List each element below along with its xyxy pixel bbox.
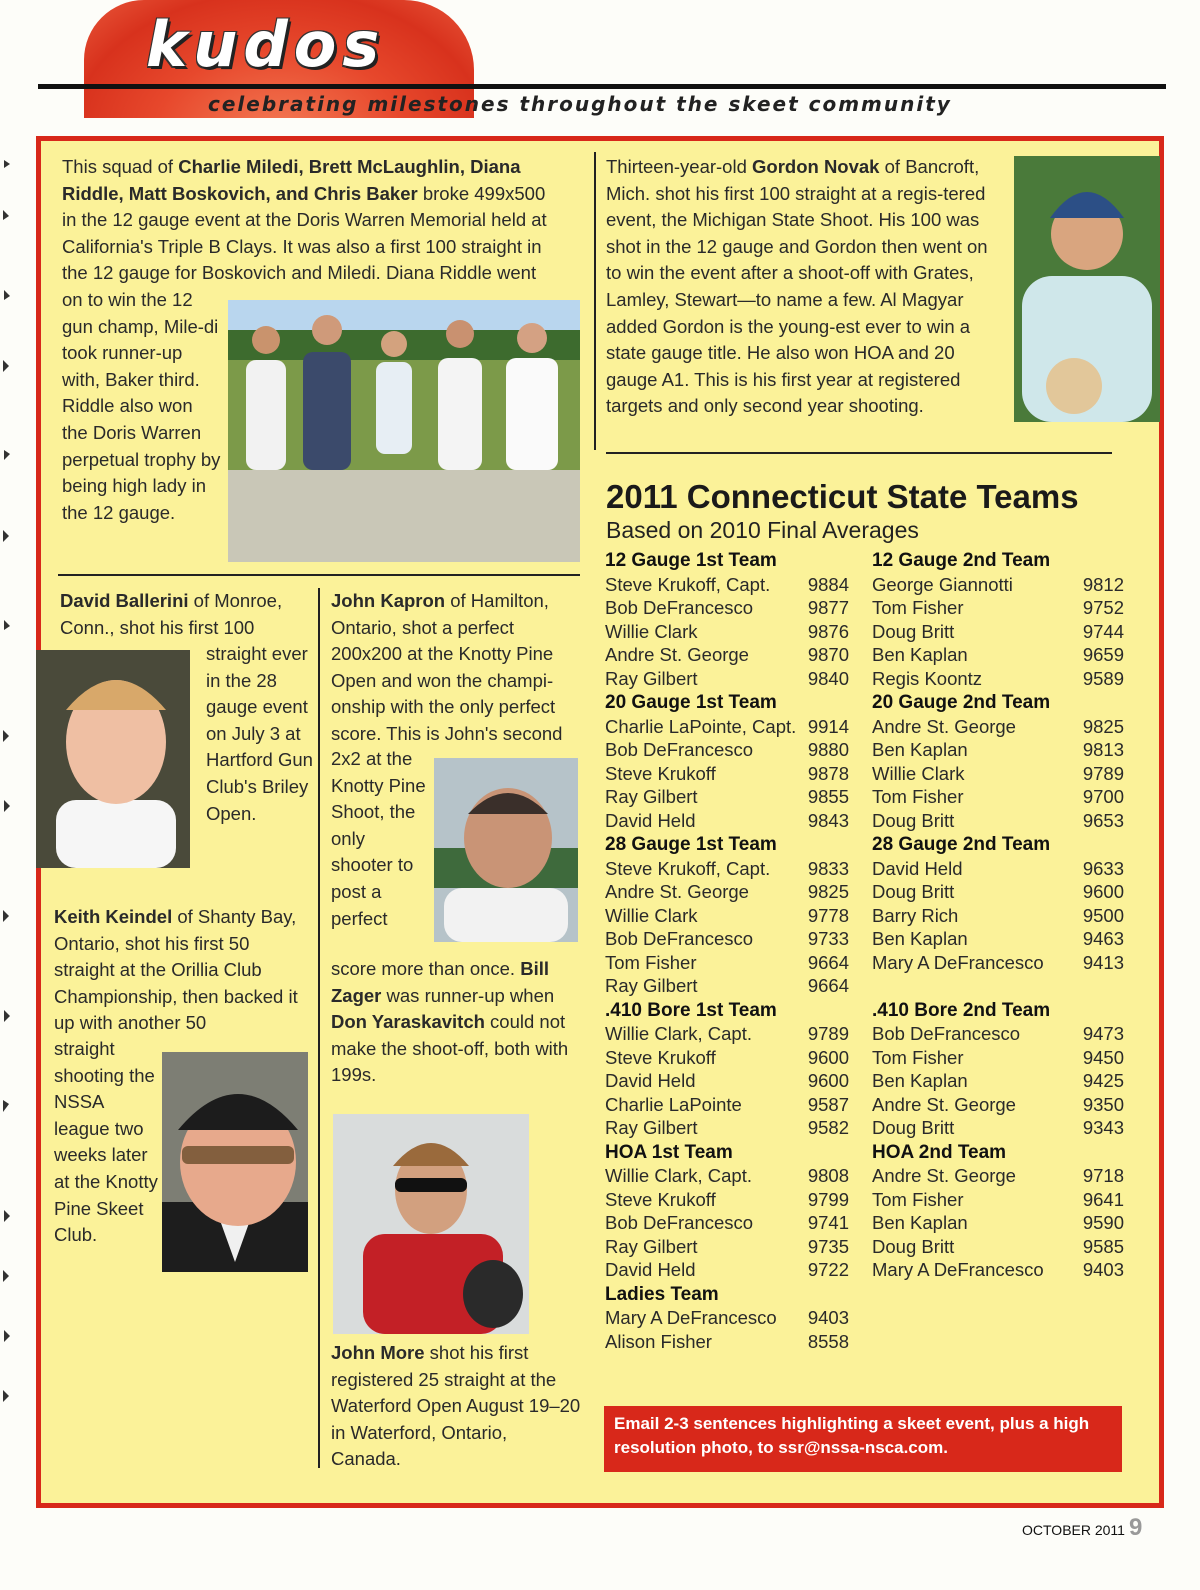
article-kapron-text: John Kapron of Hamilton, Ontario, shot a perfect 200x200 at the Knotty Pine Open and won the champi-onship with the only perfect score. This is John's second: [331, 590, 563, 744]
team-heading: 20 Gauge 1st Team: [605, 692, 777, 713]
team-member-row: [872, 738, 1124, 762]
teams-column-left: [605, 548, 849, 1353]
member-average: 9450: [1082, 1046, 1124, 1068]
member-name: Ben Kaplan: [872, 644, 968, 665]
member-average: 9722: [807, 1259, 849, 1280]
member-name: Mary A DeFrancesco: [872, 1259, 1044, 1280]
team-member-row: [872, 1116, 1124, 1140]
team-heading: .410 Bore 1st Team: [605, 999, 777, 1021]
team-member-row: [605, 715, 849, 739]
member-average: 9600: [1082, 881, 1124, 902]
member-name: Barry Rich: [872, 904, 959, 926]
member-average: 9582: [807, 1117, 849, 1138]
member-name: Ben Kaplan: [872, 739, 968, 760]
member-name: Ray Gilbert: [605, 975, 698, 996]
member-name: David Held: [605, 1070, 696, 1091]
member-average: 9914: [807, 715, 849, 737]
team-member-row: [872, 1258, 1124, 1282]
member-name: Doug Britt: [872, 1117, 955, 1138]
member-average: 9752: [1082, 597, 1124, 618]
member-average: 9718: [1082, 1165, 1124, 1186]
member-name: David Held: [605, 809, 696, 831]
member-average: 9744: [1082, 620, 1124, 642]
article-novak: [606, 154, 1008, 420]
member-name: Bob DeFrancesco: [605, 928, 754, 949]
team-member-row: [605, 1116, 849, 1140]
team-member-row: [872, 785, 1124, 809]
member-name: Steve Krukoff: [605, 1188, 716, 1210]
member-name: Willie Clark: [872, 762, 965, 784]
article-kapron-continued: [331, 956, 581, 1089]
team-member-row: [872, 974, 1124, 998]
team-member-row: [872, 927, 1124, 951]
member-name: Ben Kaplan: [872, 928, 968, 949]
member-average: 9463: [1082, 928, 1124, 949]
team-member-row: [872, 596, 1124, 620]
member-name: Steve Krukoff: [605, 1046, 716, 1068]
member-name: Willie Clark: [605, 904, 698, 926]
member-average: 9590: [1082, 1212, 1124, 1233]
member-name: Regis Koontz: [872, 667, 983, 689]
member-average: 9880: [807, 739, 849, 760]
article-squad: [62, 154, 560, 287]
team-heading: Ladies Team: [605, 1283, 719, 1305]
member-name: Doug Britt: [872, 620, 955, 642]
team-member-row: [872, 1046, 1124, 1070]
teams-column-right: [872, 548, 1124, 1282]
member-name: Steve Krukoff: [605, 762, 716, 784]
member-average: 9664: [807, 951, 849, 973]
team-member-row: [872, 880, 1124, 904]
member-name: George Giannotti: [872, 573, 1013, 595]
member-name: David Held: [872, 857, 963, 879]
member-average: 9843: [807, 809, 849, 831]
team-member-row: [605, 809, 849, 833]
member-average: 9789: [807, 1023, 849, 1044]
member-name: Willie Clark, Capt.: [605, 1165, 752, 1186]
article-more: [331, 1340, 581, 1473]
member-average: 9778: [807, 904, 849, 926]
team-member-row: [605, 904, 849, 928]
team-member-row: [872, 1188, 1124, 1212]
team-member-row: [605, 1258, 849, 1282]
member-name: Tom Fisher: [872, 786, 964, 807]
member-average: 9585: [1082, 1235, 1124, 1257]
squad-photo: [228, 300, 580, 562]
team-member-row: [605, 1046, 849, 1070]
page-number: 9: [1128, 1514, 1143, 1541]
team-member-row: [605, 643, 849, 667]
team-heading: HOA 1st Team: [605, 1141, 733, 1163]
keindel-photo: [162, 1052, 308, 1272]
team-member-row: [872, 667, 1124, 691]
team-member-row: [872, 620, 1124, 644]
team-member-row: [872, 643, 1124, 667]
article-kapron-side: [331, 746, 431, 932]
team-member-row: [872, 1069, 1124, 1093]
member-name: Doug Britt: [872, 809, 955, 831]
team-member-row: [605, 927, 849, 951]
team-member-row: [872, 1022, 1124, 1046]
section-rule: [58, 574, 580, 576]
column-divider: [594, 152, 596, 450]
article-kapron-cont-text: score more than once. Bill Zager was runner-up when Don Yaraskavitch could not make the shoot-off, both with 199s.: [331, 958, 569, 1086]
article-novak-text: Thirteen-year-old Gordon Novak of Bancroft, Mich. shot his first 100 straight at a regis-tered event, the Michigan State Shoot. His 100 was shot in the 12 gauge and Gordon then went on to win the event after a shoot-off with Grates, Lamley, Stewart—to name a few. Al Magyar added Gordon is the young-est ever to win a state gauge title. He also won HOA and 20 gauge A1. This is his first year at registered targets and only second year shooting.: [606, 156, 988, 417]
team-member-row: [872, 857, 1124, 881]
member-average: 9878: [807, 762, 849, 784]
member-average: 9789: [1082, 762, 1124, 784]
team-heading: 28 Gauge 1st Team: [605, 834, 777, 855]
team-member-row: [872, 809, 1124, 833]
member-average: 9413: [1082, 951, 1124, 973]
member-average: 9425: [1082, 1070, 1124, 1091]
member-name: Andre St. George: [872, 1165, 1016, 1186]
member-average: 9813: [1082, 739, 1124, 760]
member-name: Ray Gilbert: [605, 786, 698, 807]
team-member-row: [605, 1164, 849, 1188]
teams-title: 2011 Connecticut State Teams: [606, 478, 1079, 515]
article-more-text: John More shot his first registered 25 straight at the Waterford Open August 19–20 in Waterford, Ontario, Canada.: [331, 1342, 581, 1470]
team-heading: HOA 2nd Team: [872, 1141, 1007, 1163]
section-title: kudos: [146, 8, 386, 81]
team-member-row: [605, 1022, 849, 1046]
page-edge-marks: [0, 150, 14, 1450]
member-name: Bob DeFrancesco: [605, 1212, 754, 1233]
team-member-row: [872, 1164, 1124, 1188]
team-member-row: [605, 573, 849, 597]
article-ballerini-side: [206, 641, 316, 827]
member-name: Charlie LaPointe: [605, 1093, 742, 1115]
email-note: Email 2-3 sentences highlighting a skeet event, plus a high resolution photo, to ssr@nssa-nsca.com.: [604, 1406, 1122, 1472]
issue-date: OCTOBER 2011: [1022, 1522, 1125, 1538]
member-average: 9825: [1082, 715, 1124, 737]
member-average: 9825: [807, 881, 849, 902]
member-average: 9664: [807, 975, 849, 996]
team-member-row: [605, 1211, 849, 1235]
member-average: 9840: [807, 667, 849, 689]
article-keindel: [54, 904, 310, 1037]
member-name: Steve Krukoff, Capt.: [605, 573, 771, 595]
member-average: 9600: [807, 1070, 849, 1091]
member-name: Bob DeFrancesco: [872, 1023, 1021, 1044]
member-name: Tom Fisher: [872, 1046, 964, 1068]
team-member-row: [872, 715, 1124, 739]
member-average: 9343: [1082, 1117, 1124, 1138]
novak-photo: [1014, 156, 1160, 422]
member-name: [872, 974, 877, 998]
article-ballerini-side-text: straight ever in the 28 gauge event on July 3 at Hartford Gun Club's Briley Open.: [206, 643, 313, 824]
team-heading: 20 Gauge 2nd Team: [872, 692, 1051, 713]
team-member-row: [605, 857, 849, 881]
member-name: Alison Fisher: [605, 1330, 712, 1352]
member-name: Mary A DeFrancesco: [605, 1307, 777, 1328]
member-average: 9589: [1082, 667, 1124, 689]
member-name: Doug Britt: [872, 881, 955, 902]
member-average: 9870: [807, 644, 849, 665]
team-heading: 12 Gauge 1st Team: [605, 550, 777, 571]
team-member-row: [605, 1306, 849, 1330]
member-name: Doug Britt: [872, 1235, 955, 1257]
member-name: Tom Fisher: [872, 597, 964, 618]
member-average: 9653: [1082, 809, 1124, 831]
member-name: Charlie LaPointe, Capt.: [605, 715, 797, 737]
member-name: Ray Gilbert: [605, 1117, 698, 1138]
team-member-row: [605, 620, 849, 644]
member-average: 9733: [807, 928, 849, 949]
team-member-row: [605, 880, 849, 904]
team-member-row: [605, 596, 849, 620]
member-name: Tom Fisher: [872, 1188, 964, 1210]
team-member-row: [605, 1093, 849, 1117]
member-name: Willie Clark: [605, 620, 698, 642]
team-member-row: [605, 1235, 849, 1259]
section-subtitle: celebrating milestones throughout the skeet community: [208, 92, 952, 116]
article-squad-cont-text: on to win the 12 gun champ, Mile-di took runner-up with, Baker third. Riddle also won the Doris Warren perpetual trophy by being high lady in the 12 gauge.: [62, 289, 221, 523]
team-member-row: [605, 1069, 849, 1093]
team-member-row: [872, 762, 1124, 786]
member-name: Andre St. George: [872, 715, 1016, 737]
member-average: 9833: [807, 857, 849, 879]
member-average: 9641: [1082, 1188, 1124, 1210]
team-member-row: [872, 904, 1124, 928]
team-member-row: [872, 1211, 1124, 1235]
team-member-row: [872, 951, 1124, 975]
article-keindel-continued: [54, 1036, 158, 1249]
member-average: 9403: [807, 1307, 849, 1328]
member-name: Mary A DeFrancesco: [872, 951, 1044, 973]
team-member-row: [605, 1188, 849, 1212]
team-member-row: [872, 573, 1124, 597]
more-photo: [333, 1114, 529, 1334]
member-name: Andre St. George: [605, 644, 749, 665]
member-average: 9884: [807, 573, 849, 595]
member-name: Andre St. George: [872, 1093, 1016, 1115]
kapron-photo: [434, 758, 578, 942]
article-kapron: [331, 588, 581, 748]
article-squad-continued: [62, 287, 222, 526]
member-average: 9735: [807, 1235, 849, 1257]
teams-subtitle: Based on 2010 Final Averages: [606, 517, 919, 543]
member-name: Andre St. George: [605, 881, 749, 902]
ballerini-photo: [36, 650, 190, 868]
member-average: 8558: [807, 1330, 849, 1352]
member-name: Ben Kaplan: [872, 1212, 968, 1233]
team-heading: 12 Gauge 2nd Team: [872, 550, 1051, 571]
member-average: 9855: [807, 786, 849, 807]
member-average: 9473: [1082, 1023, 1124, 1044]
member-average: 9877: [807, 597, 849, 618]
member-name: Bob DeFrancesco: [605, 739, 754, 760]
member-name: Steve Krukoff, Capt.: [605, 857, 771, 879]
member-name: Ray Gilbert: [605, 667, 698, 689]
member-average: 9700: [1082, 786, 1124, 807]
member-average: 9500: [1082, 904, 1124, 926]
section-rule: [606, 452, 1112, 454]
page-footer: [1022, 1514, 1142, 1542]
member-average: 9633: [1082, 857, 1124, 879]
team-member-row: [605, 951, 849, 975]
team-heading: .410 Bore 2nd Team: [872, 999, 1051, 1021]
team-member-row: [872, 1093, 1124, 1117]
member-average: 9350: [1082, 1093, 1124, 1115]
member-average: 9587: [807, 1093, 849, 1115]
article-kapron-side-text: 2x2 at the Knotty Pine Shoot, the only shooter to post a perfect: [331, 748, 426, 929]
column-divider: [318, 588, 320, 1468]
member-average: 9876: [807, 620, 849, 642]
member-average: 9741: [807, 1212, 849, 1233]
team-member-row: [872, 1235, 1124, 1259]
member-average: 9600: [807, 1046, 849, 1068]
article-keindel-text: Keith Keindel of Shanty Bay, Ontario, shot his first 50 straight at the Orillia Club Championship, then backed it up with another 50: [54, 906, 298, 1034]
team-member-row: [605, 738, 849, 762]
member-average: 9808: [807, 1165, 849, 1186]
member-name: David Held: [605, 1259, 696, 1280]
member-average: 9799: [807, 1188, 849, 1210]
header-rule: [38, 84, 1166, 89]
team-member-row: [605, 667, 849, 691]
article-ballerini-text: David Ballerini of Monroe, Conn., shot his first 100: [60, 590, 283, 638]
team-member-row: [605, 762, 849, 786]
article-squad-text: This squad of Charlie Miledi, Brett McLaughlin, Diana Riddle, Matt Boskovich, and Chris Baker broke 499x500 in the 12 gauge event at the Doris Warren Memorial held at California's Triple B Clays. It was also a first 100 straight in the 12 gauge for Boskovich and Miledi. Diana Riddle went: [62, 156, 547, 284]
team-member-row: [605, 785, 849, 809]
member-average: 9659: [1082, 644, 1124, 665]
member-name: Bob DeFrancesco: [605, 597, 754, 618]
team-heading: 28 Gauge 2nd Team: [872, 834, 1051, 855]
member-average: 9812: [1082, 573, 1124, 595]
member-name: Tom Fisher: [605, 951, 697, 973]
article-keindel-cont-text: straight shooting the NSSA league two weeks later at the Knotty Pine Skeet Club.: [54, 1038, 158, 1246]
team-member-row: [605, 974, 849, 998]
member-name: Willie Clark, Capt.: [605, 1023, 752, 1044]
member-name: Ben Kaplan: [872, 1070, 968, 1091]
member-name: Ray Gilbert: [605, 1235, 698, 1257]
member-average: 9403: [1082, 1259, 1124, 1280]
team-member-row: [605, 1330, 849, 1354]
article-ballerini: [60, 588, 310, 641]
